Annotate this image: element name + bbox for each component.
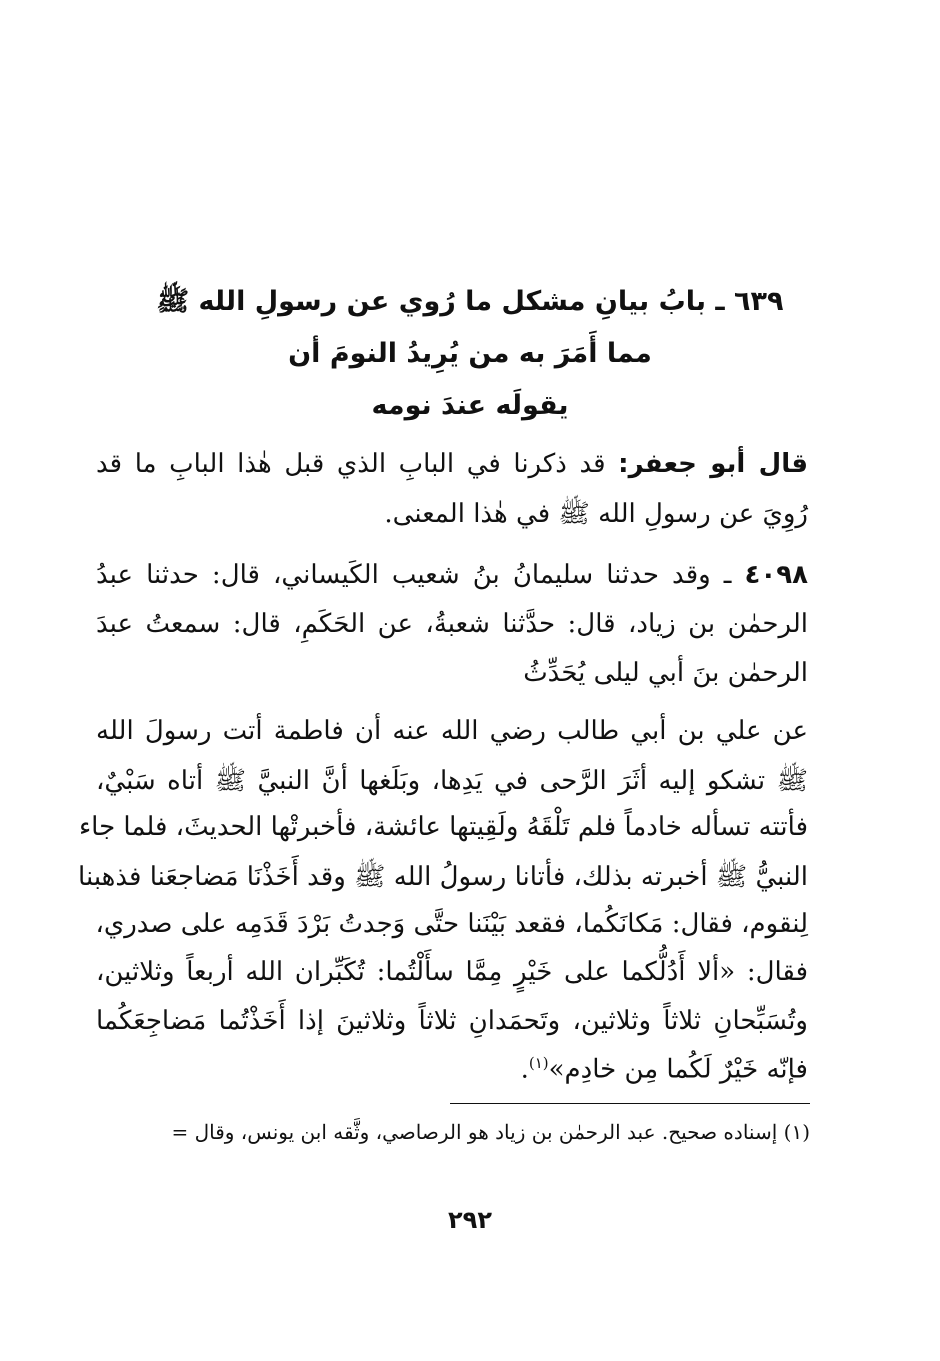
footnote-divider xyxy=(450,1103,810,1104)
chapter-title-line-1: ٦٣٩ ـ بابُ بيانِ مشكل ما رُوي عن رسولِ الله ﷺ xyxy=(156,286,784,317)
matn-line-7: وتُسَبِّحانِ ثلاثاً وثلاثين، وتَحمَدانِ ثلاثاً وثلاثينَ إذا أَخَذْتُما مَضاجِعَكُما xyxy=(96,1006,808,1036)
intro-line-2: رُوِيَ عن رسولِ الله ﷺ في هٰذا المعنى. xyxy=(384,499,808,529)
isnad-line-1-text: ـ وقد حدثنا سليمانُ بنُ شعيب الكَيساني، قال: حدثنا عبدُ xyxy=(96,560,745,590)
matn-line-8-text: فإنّه خَيْرٌ لَكُما مِن خادِم» xyxy=(548,1054,808,1085)
matn-line-6: فقال: «ألا أَدُلُّكما على خَيْرٍ مِمَّا سأَلْتُما: تُكَبِّران الله أربعاً وثلاثين، xyxy=(96,957,808,987)
chapter-title xyxy=(120,276,820,432)
isnad-line-2: الرحمٰن بن زياد، قال: حدَّثنا شعبةُ، عن الحَكَمِ، قال: سمعتُ عبدَ xyxy=(96,609,808,639)
chapter-title-line-2: مما أَمَرَ به من يُرِيدُ النومَ أن xyxy=(288,338,652,369)
matn-line-8 xyxy=(96,1054,808,1085)
matn-line-8-period: . xyxy=(520,1054,529,1085)
intro-speaker: قال أبو جعفر: xyxy=(618,449,808,479)
isnad-line-3: الرحمٰن بنَ أبي ليلى يُحَدِّثُ xyxy=(523,658,808,688)
hadith-number: ٤٠٩٨ xyxy=(744,560,808,590)
matn-line-3: فأتته تسأله خادماً فلم تَلْقَهُ ولَقِيتها عائشة، فأخبرتْها الحديثَ، فلما جاء xyxy=(78,812,808,842)
intro-line-1-text: قد ذكرنا في البابِ الذي قبل هٰذا البابِ ما قد xyxy=(96,449,619,479)
page-number: ٢٩٢ xyxy=(448,1206,492,1234)
matn-line-5: لِنقوم، فقال: مَكانَكُما، فقعد بَيْنَنا حتَّى وَجدتُ بَرْدَ قَدَمِه على صدري، xyxy=(95,909,808,939)
isnad-line-1 xyxy=(96,560,808,590)
footnote-1: (١) إسناده صحيح. عبد الرحمٰن بن زياد هو الرصاصي، وثَّقه ابن يونس، وقال = xyxy=(171,1120,810,1144)
matn-line-2: ﷺ تشكو إليه أثَرَ الرَّحى في يَدِها، وبَلَغها أنَّ النبيَّ ﷺ أتاه سَبْيٌ، xyxy=(96,766,808,796)
matn-line-1: عن علي بن أبي طالب رضي الله عنه أن فاطمة أتت رسولَ الله xyxy=(96,716,808,746)
footnote-reference[interactable]: (١) xyxy=(528,1054,549,1072)
chapter-title-line-3: يقولَه عندَ نومه xyxy=(371,390,569,421)
matn-line-4: النبيُّ ﷺ أخبرته بذلك، فأتانا رسولُ الله ﷺ وقد أَخَذْنَا مَضاجعَنا فذهبنا xyxy=(78,862,808,892)
intro-line-1 xyxy=(96,449,808,479)
